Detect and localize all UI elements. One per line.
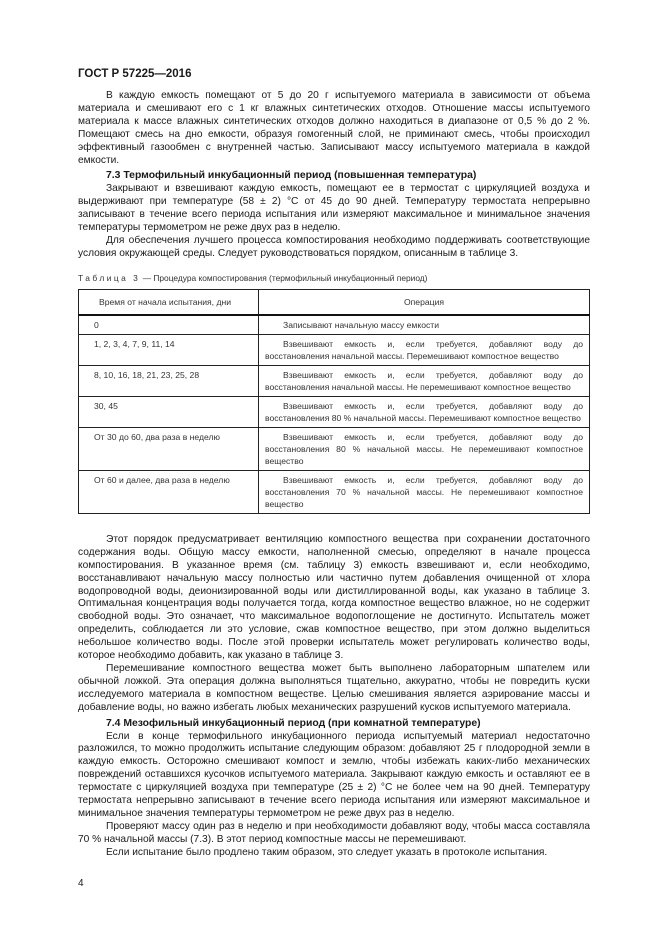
column-header-time: Время от начала испытания, дни (79, 289, 259, 315)
cell-operation: Взвешивают емкость и, если требуется, добавляют воду до восстановления 70 % начальной массы. Не перемешивают компостное вещество (259, 470, 590, 513)
cell-operation: Взвешивают емкость и, если требуется, добавляют воду до восстановления начальной массы. Перемешивают компостное вещество (259, 334, 590, 365)
document-header: ГОСТ Р 57225—2016 (78, 68, 192, 80)
cell-operation: Записывают начальную массу емкости (259, 315, 590, 335)
cell-time: 30, 45 (79, 396, 259, 427)
paragraph: Если в конце термофильного инкубационного периода испытуемый материал недостаточно разложился, то можно продолжить испытание следующим образом: добавляют 25 г плодородной земли в каждую емкость. Осторожно смешивают компост и землю, чтобы избежать каких-либо механических повреждений оставшихся кусочков испытуемого материала. Закрывают каждую емкость и оставляют ее в термостате с циркуляцией воздуха при температуре (25 ± 2) °С не более чем на 90 дней. Температуру термостата непрерывно записывают в течение всего периода испытания или измеряют максимальное и минимальное значения температуры термометром не реже двух раз в неделю. (78, 730, 590, 819)
table-caption (78, 273, 590, 283)
paragraph: В каждую емкость помещают от 5 до 20 г испытуемого материала в зависимости от объема материала и смешивают его с 1 кг влажных синтетических отходов. Отношение массы испытуемого материала к массе влажных синтетических отходов должно находиться в диапазоне от 0,5 % до 2 %. Помещают смесь на дно емкости, образуя гомогенный слой, не приминают смесь, чтобы происходил эффективный газообмен с внутренней частью. Записывают массу испытуемого материала в каждой емкости. (78, 90, 590, 166)
paragraph: Проверяют массу один раз в неделю и при необходимости добавляют воду, чтобы масса составляла 70 % начальной массы (7.3). В этот период компостные массы не перемешивают. (78, 820, 590, 845)
paragraph: Для обеспечения лучшего процесса компостирования необходимо поддерживать соответствующие условия окружающей среды. Следует руководствоваться порядком, описанным в таблице 3. (78, 235, 590, 259)
table-row (79, 365, 590, 396)
table-caption-text: — Процедура компостирования (термофильный инкубационный период) (140, 272, 428, 283)
table-caption-label: Таблица 3 (78, 272, 141, 283)
cell-time: 0 (79, 315, 259, 335)
cell-time: 1, 2, 3, 4, 7, 9, 11, 14 (79, 334, 259, 365)
cell-operation: Взвешивают емкость и, если требуется, добавляют воду до восстановления 80 % начальной массы. Перемешивают компостное вещество (259, 396, 590, 427)
cell-time: От 60 и далее, два раза в неделю (79, 470, 259, 513)
table-row (79, 334, 590, 365)
composting-procedure-table (78, 289, 590, 514)
document-page (78, 68, 590, 860)
paragraph: Перемешивание компостного вещества может быть выполнено лабораторным шпателем или обычной ложкой. Эта операция должна выполняться тщательно, аккуратно, чтобы не повредить куски исследуемого материала в компостном веществе. Целью смешивания является аэрирование массы и добавление воды, но важно избегать любых механических разрушений кусков испытуемого материала. (78, 662, 590, 713)
cell-time: 8, 10, 16, 18, 21, 23, 25, 28 (79, 365, 259, 396)
paragraph: Этот порядок предусматривает вентиляцию компостного вещества при сохранении достаточного содержания воды. Общую массу емкости, наполненной смесью, определяют в начале процесса компостирования. В указанное время (см. таблицу 3) емкость взвешивают и, если необходимо, восстанавливают начальную массу полностью или частично путем добавления очищенной от хлора водопроводной воды, деионизированной воды или дистиллированной воды, как указано в таблице 3. Оптимальная концентрация воды получается тогда, когда компостное вещество влажное, но не содержит свободной воды. Это означает, что максимальное водопоглощение не достигнуто. Испытатель может определить, соблюдается ли это условие, сжав компостное вещество, при этом должно выделиться небольшое количество воды. После этой проверки испытатель может регулировать количество воды, которое необходимо добавить, как указано в таблице 3. (78, 533, 590, 662)
table-row (79, 427, 590, 470)
column-header-operation: Операция (259, 289, 590, 315)
cell-operation: Взвешивают емкость и, если требуется, добавляют воду до восстановления 80 % начальной массы. Не перемешивают компостное вещество (259, 427, 590, 470)
paragraph: Закрывают и взвешивают каждую емкость, помещают ее в термостат с циркуляцией воздуха и выдерживают при температуре (58 ± 2) °С от 45 до 90 дней. Температуру термостата непрерывно записывают в течение всего периода испытания или измеряют максимальное и минимальное значения температуры термометром не реже двух раз в неделю. (78, 183, 590, 234)
paragraph: Если испытание было продлено таким образом, это следует указать в протоколе испытания. (106, 846, 548, 858)
table-header-row (79, 289, 590, 315)
table-row (79, 396, 590, 427)
cell-operation: Взвешивают емкость и, если требуется, добавляют воду до восстановления начальной массы. Не перемешивают компостное вещество (259, 365, 590, 396)
section-heading-7-4: 7.4 Мезофильный инкубационный период (при комнатной температуре) (106, 717, 481, 729)
page-number: 4 (78, 878, 84, 889)
cell-time: От 30 до 60, два раза в неделю (79, 427, 259, 470)
section-heading-7-3: 7.3 Термофильный инкубационный период (повышенная температура) (106, 170, 477, 182)
table-row (79, 470, 590, 513)
table-row (79, 315, 590, 335)
